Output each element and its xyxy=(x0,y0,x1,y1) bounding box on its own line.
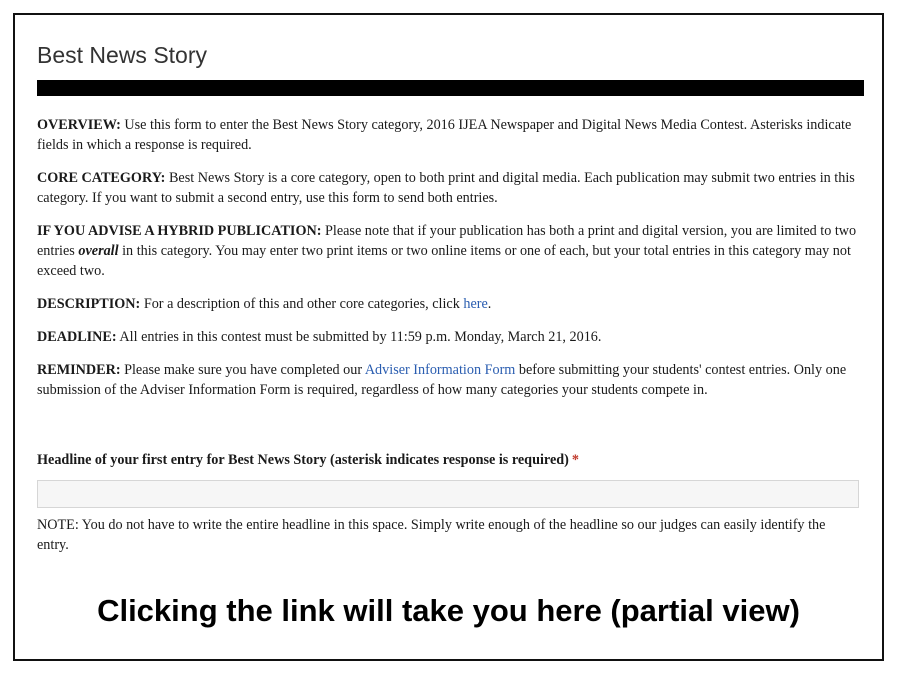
reminder-paragraph xyxy=(37,360,867,400)
deadline-text: All entries in this contest must be submitted by 11:59 p.m. Monday, March 21, 2016. xyxy=(116,329,602,345)
headline-input[interactable] xyxy=(37,480,859,508)
overview-paragraph xyxy=(37,115,867,155)
screenshot-frame xyxy=(13,13,884,661)
title-divider-bar xyxy=(37,80,864,96)
deadline-label: DEADLINE: xyxy=(37,329,117,345)
reminder-text-before: Please make sure you have completed our xyxy=(120,362,365,378)
required-asterisk: * xyxy=(571,452,579,468)
hybrid-label: IF YOU ADVISE A HYBRID PUBLICATION: xyxy=(37,223,322,239)
description-label: DESCRIPTION: xyxy=(37,296,141,312)
overview-label: OVERVIEW: xyxy=(37,117,121,133)
caption-text: Clicking the link will take you here (partial view) xyxy=(97,593,800,628)
hybrid-text-after: in this category. You may enter two print items or two online items or one of each, but your total entries in this category may not exceed two. xyxy=(37,243,851,279)
hybrid-emphasis: overall xyxy=(78,243,119,259)
description-text: For a description of this and other core categories, click xyxy=(140,296,464,312)
hybrid-text-before: Please note that if your publication has both a print and digital version, you are limited to two entries xyxy=(37,223,857,259)
hybrid-paragraph xyxy=(37,221,867,281)
deadline-paragraph xyxy=(37,327,867,347)
reminder-text-after: before submitting your students' contest entries. Only one submission of the Adviser Information Form is required, regardless of how many categories your students compete in. xyxy=(37,362,847,398)
headline-note: NOTE: You do not have to write the entire headline in this space. Simply write enough of the headline so our judges can easily identify the entry. xyxy=(37,517,826,553)
page-title: Best News Story xyxy=(37,42,207,68)
description-end: . xyxy=(487,296,492,312)
overview-text: Use this form to enter the Best News Story category, 2016 IJEA Newspaper and Digital News Media Contest. Asterisks indicate fields in which a response is required. xyxy=(37,117,852,153)
core-category-paragraph xyxy=(37,168,867,208)
core-category-label: CORE CATEGORY: xyxy=(37,170,166,186)
description-paragraph xyxy=(37,294,867,314)
headline-field-label xyxy=(37,452,579,469)
instructions xyxy=(37,115,867,413)
headline-label-text: Headline of your first entry for Best News Story (asterisk indicates response is required) xyxy=(37,452,569,468)
reminder-label: REMINDER: xyxy=(37,362,121,378)
description-here-link[interactable]: here xyxy=(463,296,488,312)
core-category-text: Best News Story is a core category, open to both print and digital media. Each publication may submit two entries in this category. If you want to submit a second entry, use this form to send both entries. xyxy=(37,170,855,206)
adviser-information-form-link[interactable]: Adviser Information Form xyxy=(364,362,516,378)
